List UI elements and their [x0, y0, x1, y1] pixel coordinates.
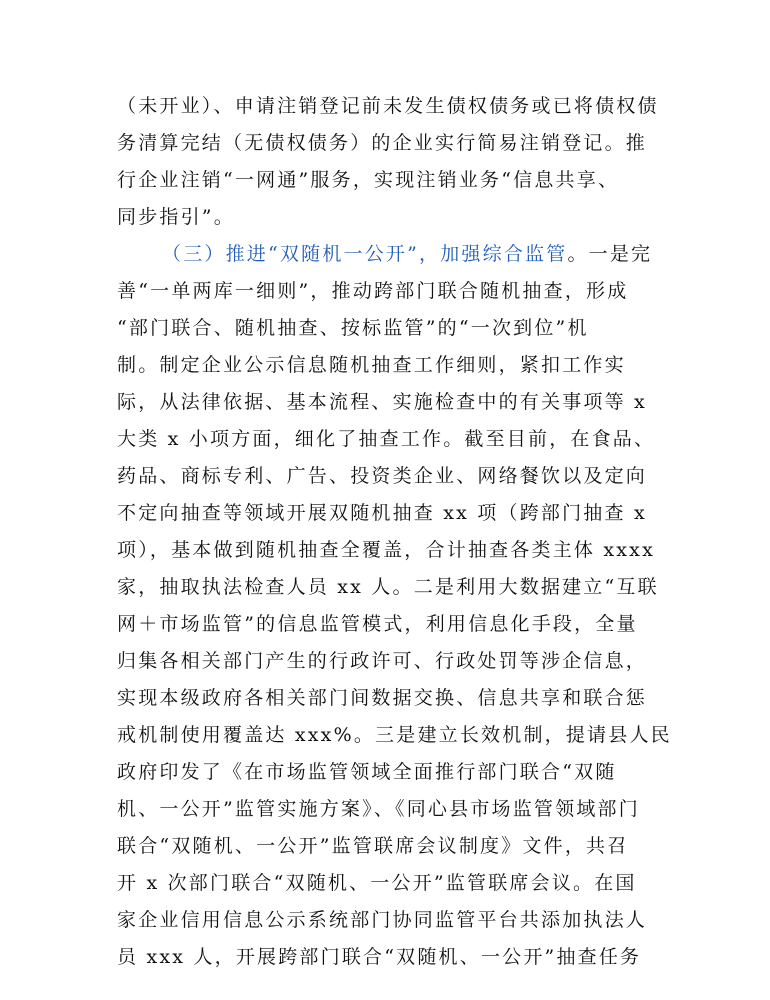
text-line: 际，从法律依据、基本流程、实施检查中的有关事项等 x	[117, 391, 647, 413]
document-body	[117, 88, 672, 976]
text-line: 开 x 次部门联合“双随机、一公开”监管联席会议。在国	[117, 872, 637, 894]
text-line: 员 xxx 人，开展跨部门联合“双随机、一公开”抽查任务	[117, 946, 642, 968]
text-line: 戒机制使用覆盖达 xxx%。三是建立长效机制，提请县人民	[117, 724, 672, 746]
text-line: 大类 x 小项方面，细化了抽查工作。截至目前，在食品、	[117, 428, 656, 450]
text-line: 联合“双随机、一公开”监管联席会议制度》文件，共召	[117, 835, 629, 857]
text-line: 行企业注销“一网通”服务，实现注销业务“信息共享、	[117, 169, 620, 191]
text-line: 网＋市场监管”的信息监管模式，利用信息化手段，全量	[117, 613, 638, 635]
text-line: （未开业）、申请注销登记前未发生债权债务或已将债权债	[117, 95, 659, 117]
text-line: 家，抽取执法检查人员 xx 人。二是利用大数据建立“互联	[117, 576, 659, 598]
text-line: 药品、商标专利、广告、投资类企业、网络餐饮以及定向	[117, 465, 648, 487]
text-line: “部门联合、随机抽查、按标监管”的“一次到位”机	[117, 317, 589, 339]
text-line: 制。制定企业公示信息随机抽查工作细则，紧扣工作实	[117, 354, 626, 376]
text-line: 家企业信用信息公示系统部门协同监管平台共添加执法人	[117, 909, 648, 931]
text-line: 项），基本做到随机抽查全覆盖，合计抽查各类主体 xxxx	[117, 539, 656, 561]
text-line: 实现本级政府各相关部门间数据交换、信息共享和联合惩	[117, 687, 648, 709]
text-line: 机、一公开”监管实施方案》、《同心县市场监管领域部门	[117, 798, 640, 820]
text-line: 务清算完结（无债权债务）的企业实行简易注销登记。推	[117, 132, 648, 154]
text-line: 政府印发了《在市场监管领域全面推行部门联合“双随	[117, 761, 617, 783]
text-line: 同步指引”。	[117, 206, 235, 228]
text-line: 不定向抽查等领域开展双随机抽查 xx 项（跨部门抽查 x	[117, 502, 647, 524]
text-line: 归集各相关部门产生的行政许可、行政处罚等涉企信息，	[117, 650, 648, 672]
section-heading-line	[117, 236, 657, 273]
section-heading: （三）推进“双随机一公开”，加强综合监管	[162, 243, 568, 265]
text-line: 善“一单两库一细则”，推动跨部门联合随机抽查，形成	[117, 280, 629, 302]
text-run: 。一是完	[567, 243, 653, 265]
